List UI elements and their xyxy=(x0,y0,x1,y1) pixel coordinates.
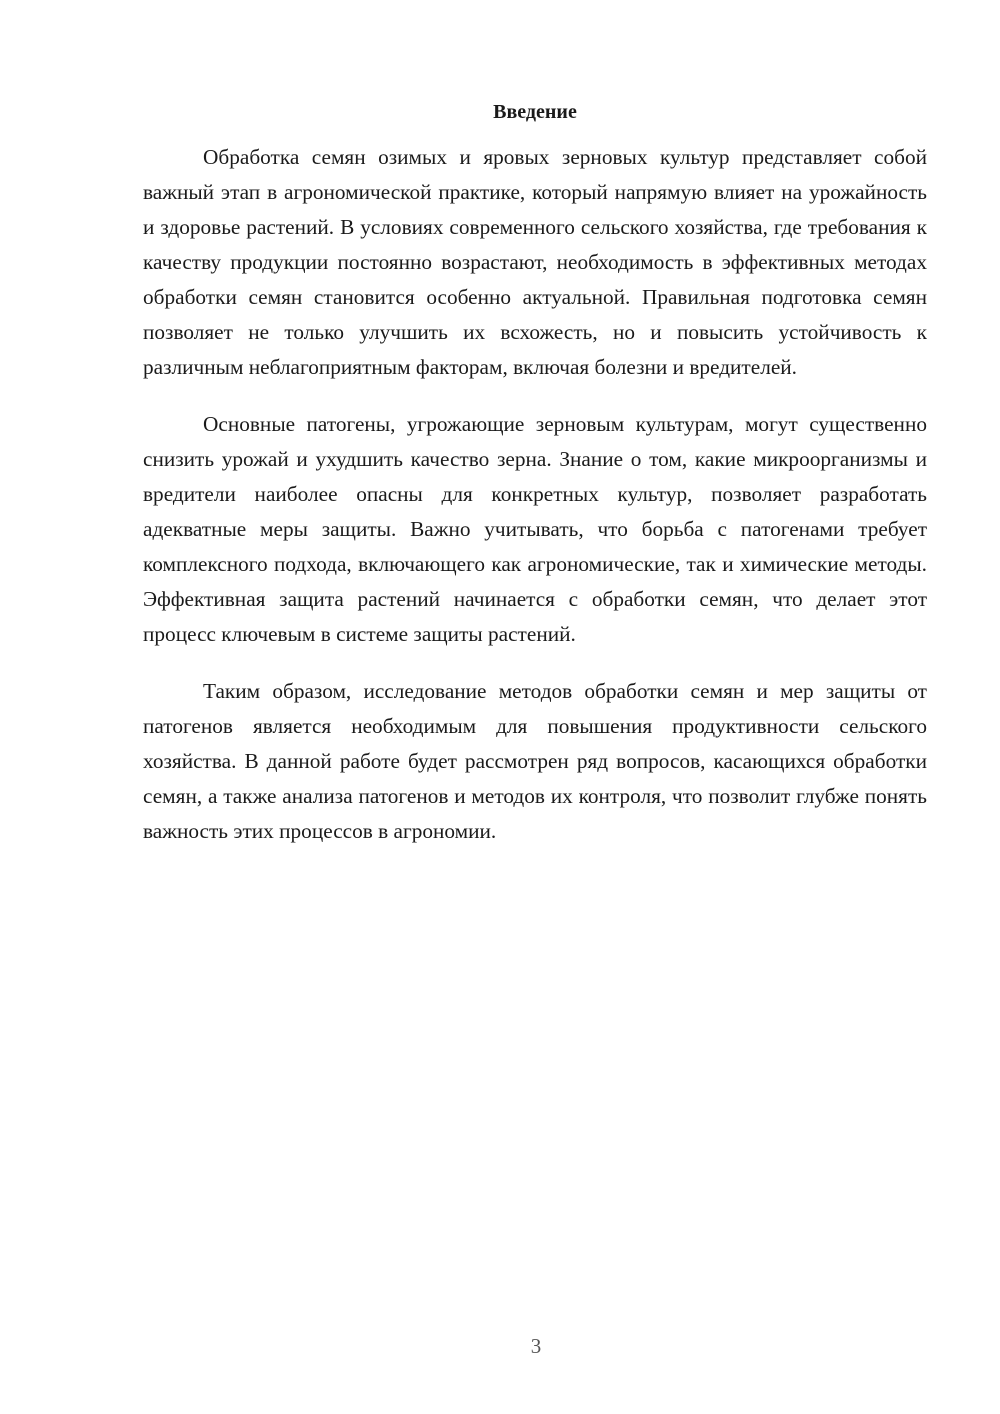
paragraph-1: Обработка семян озимых и яровых зерновых культур представляет собой важный этап в агрономической практике, который напрямую влияет на урожайность и здоровье растений. В условиях современного сельского хозяйства, где требования к качеству продукции постоянно возрастают, необходимость в эффективных методах обработки семян становится особенно актуальной. Правильная подготовка семян позволяет не только улучшить их всхожесть, но и повысить устойчивость к различным неблагоприятным факторам, включая болезни и вредителей. xyxy=(143,145,927,379)
paragraph-2: Основные патогены, угрожающие зерновым культурам, могут существенно снизить урожай и ухудшить качество зерна. Знание о том, какие микроорганизмы и вредители наиболее опасны для конкретных культур, позволяет разработать адекватные меры защиты. Важно учитывать, что борьба с патогенами требует комплексного подхода, включающего как агрономические, так и химические методы. Эффективная защита растений начинается с обработки семян, что делает этот процесс ключевым в системе защиты растений. xyxy=(143,412,927,646)
paragraph-3: Таким образом, исследование методов обработки семян и мер защиты от патогенов является необходимым для повышения продуктивности сельского хозяйства. В данной работе будет рассмотрен ряд вопросов, касающихся обработки семян, а также анализа патогенов и методов их контроля, что позволит глубже понять важность этих процессов в агрономии. xyxy=(143,679,927,843)
section-heading: Введение xyxy=(493,101,577,123)
page-number: 3 xyxy=(530,1334,542,1358)
page-content xyxy=(143,96,927,871)
